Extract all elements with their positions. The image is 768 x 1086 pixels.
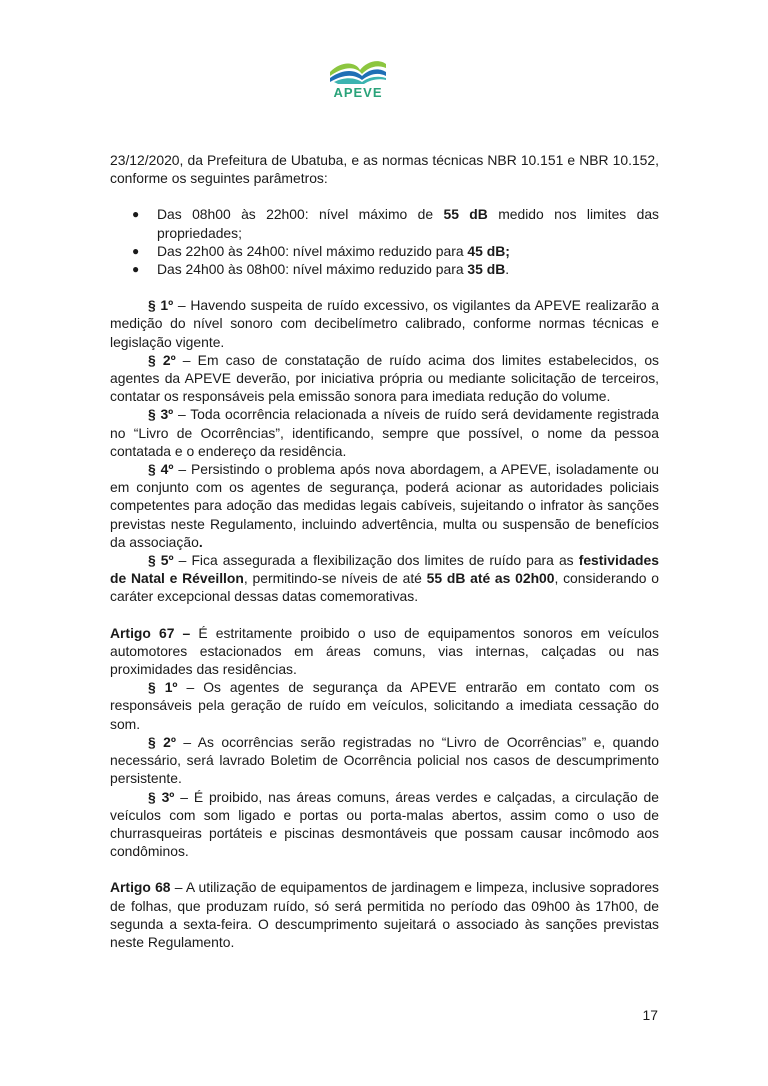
article-68: Artigo 68 – A utilização de equipamentos de jardinagem e limpeza, inclusive sopradores de folhas, que produzam ruído, só será permitida no período das 09h00 às 17h00, de segunda a sexta-feira. O descumprimento sujeitará o associado às sanções previstas neste Regulamento. [110, 879, 659, 950]
art67-paragraph-1: § 1º – Os agentes de segurança da APEVE entrarão em contato com os responsáveis pela geração de ruído em veículos, solicitando a imediata cessação do som. [110, 679, 659, 732]
article-67: Artigo 67 – É estritamente proibido o uso de equipamentos sonoros em veículos automotores estacionados em áreas comuns, vias internas, calçadas ou nas proximidades das residências. [110, 624, 659, 678]
list-item: ● Das 08h00 às 22h00: nível máximo de 55 dB medido nos limites das propriedades; [132, 206, 660, 241]
page-number: 17 [642, 1007, 658, 1023]
apeve-logo [326, 58, 390, 106]
art66-paragraph-3: § 3º – Toda ocorrência relacionada a níveis de ruído será devidamente registrada no “Livro de Ocorrências”, identificando, sempre que possível, o nome da pessoa contatada e o endereço da residência. [110, 406, 659, 459]
bullet-icon: ● [132, 207, 140, 222]
art67-paragraph-3: § 3º – É proibido, nas áreas comuns, áreas verdes e calçadas, a circulação de veículos com som ligado e portas ou porta-malas abertos, assim como o uso de churrasqueiras portáteis e piscinas desmontáveis que possam causar incômodo aos condôminos. [110, 788, 659, 860]
art66-paragraph-2: § 2º – Em caso de constatação de ruído acima dos limites estabelecidos, os agentes da APEVE deverão, por iniciativa própria ou mediante solicitação de terceiros, contatar os responsáveis pela emissão sonora para imediata redução do volume. [110, 351, 659, 405]
bullet-icon: ● [132, 262, 140, 277]
document-body [110, 151, 659, 951]
art66-paragraph-1: § 1º – Havendo suspeita de ruído excessivo, os vigilantes da APEVE realizarão a medição do nível sonoro com decibelímetro calibrado, conforme normas técnicas e legislação vigente. [110, 297, 659, 350]
noise-limits-list [110, 205, 659, 278]
art66-paragraph-5: § 5º – Fica assegurada a flexibilização dos limites de ruído para as festividades de Natal e Réveillon, permitindo-se níveis de até 55 dB até as 02h00, considerando o caráter excepcional dessas datas comemorativas. [110, 552, 659, 605]
intro-paragraph: 23/12/2020, da Prefeitura de Ubatuba, e as normas técnicas NBR 10.151 e NBR 10.152, conforme os seguintes parâmetros: [110, 152, 659, 187]
apeve-waves-logo-icon [328, 58, 388, 84]
art67-paragraph-2: § 2º – As ocorrências serão registradas no “Livro de Ocorrências” e, quando necessário, será lavrado Boletim de Ocorrência policial nos casos de descumprimento persistente. [110, 733, 659, 787]
article-68-title: Artigo 68 [110, 879, 171, 896]
bullet-icon: ● [132, 243, 140, 258]
logo-text: APEVE [333, 85, 383, 100]
article-67-title: Artigo 67 – [110, 624, 191, 641]
art66-paragraph-4: § 4º – Persistindo o problema após nova abordagem, a APEVE, isoladamente ou em conjunto com os agentes de segurança, poderá acionar as autoridades policiais competentes para adoção das medidas legais cabíveis, sujeitando o infrator às sanções previstas neste Regulamento, incluindo advertência, multa ou suspensão de benefícios da associação. [110, 461, 660, 550]
list-item: ● Das 22h00 às 24h00: nível máximo reduzido para 45 dB; [132, 242, 510, 259]
list-item: ● Das 24h00 às 08h00: nível máximo reduzido para 35 dB. [132, 261, 510, 278]
